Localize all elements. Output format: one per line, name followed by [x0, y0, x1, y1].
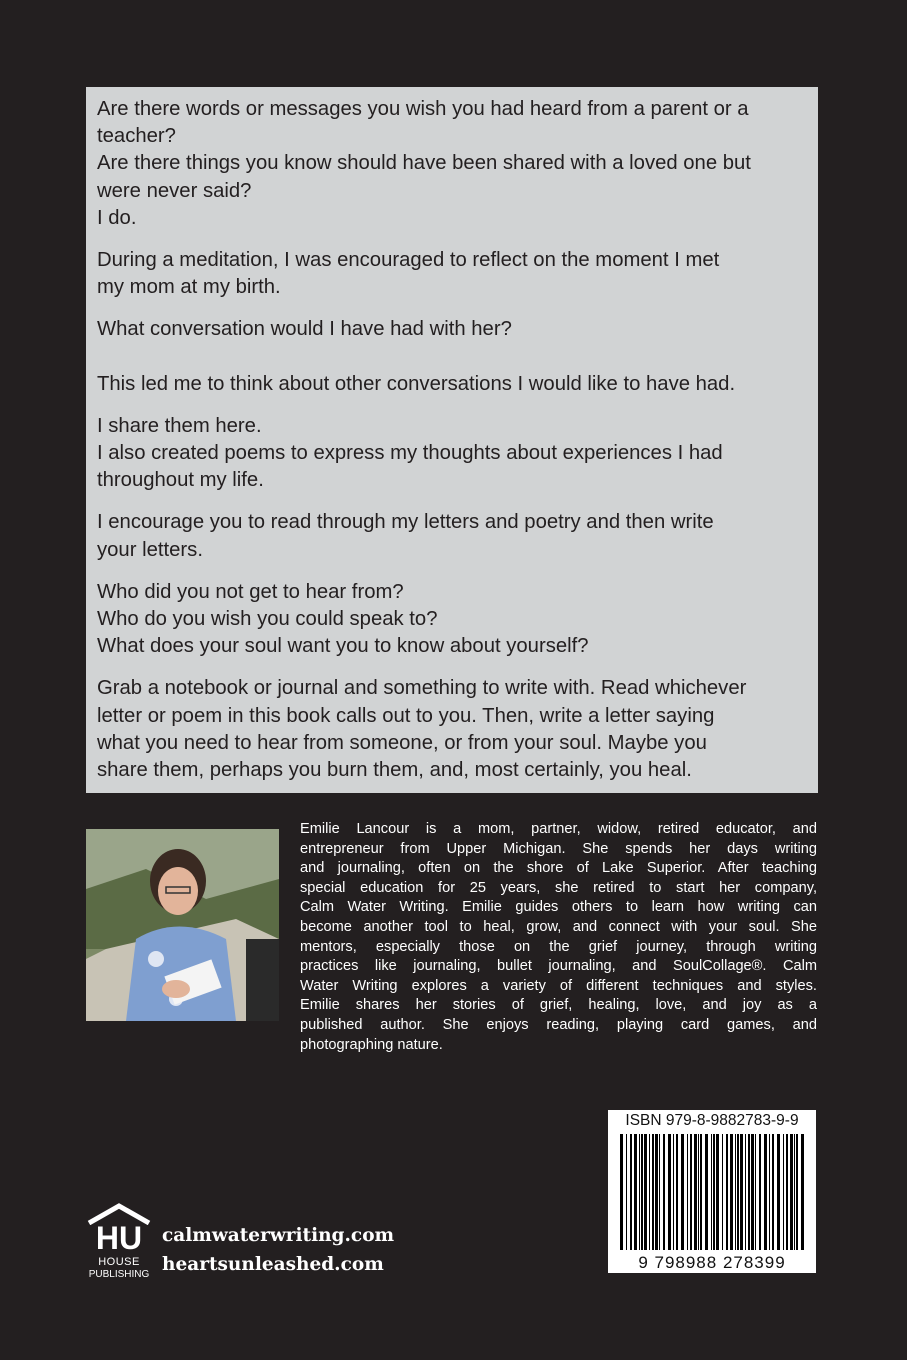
bio-line: Emilie Lancour is a mom, partner, widow, retired educator, and [300, 821, 817, 837]
barcode-bar [764, 1134, 767, 1250]
blurb-paragraph [97, 96, 807, 232]
blurb-line: During a meditation, I was encouraged to reflect on the moment I met [97, 249, 720, 272]
barcode-bar [737, 1134, 739, 1250]
barcode-bar [694, 1134, 697, 1250]
barcode-bar [735, 1134, 736, 1250]
bio-line: practices like journaling, bullet journaling, and SoulCollage®. Calm [300, 958, 817, 975]
barcode-bar [772, 1134, 774, 1250]
barcode-bar [641, 1134, 643, 1250]
publisher-logo [84, 1203, 154, 1287]
barcode-bar [620, 1134, 623, 1250]
bio-line: Water Writing explores a variety of different techniques and styles. [300, 977, 817, 994]
barcode-bar [652, 1134, 654, 1250]
blurb-line: Grab a notebook or journal and something to write with. Read whichever [97, 677, 747, 700]
blurb-paragraph [97, 413, 807, 495]
barcode-bar [759, 1134, 761, 1250]
barcode-bar [676, 1134, 678, 1250]
blurb-line: letter or poem in this book calls out to you. Then, write a letter saying [97, 704, 715, 727]
barcode-bar [655, 1134, 658, 1250]
blurb-line: Are there things you know should have been shared with a loved one but [97, 152, 751, 175]
barcode-bar [740, 1134, 743, 1250]
barcode-bar [745, 1134, 746, 1250]
barcode-bar [630, 1134, 632, 1250]
blurb-line: This led me to think about other conversations I would like to have had. [97, 372, 736, 395]
barcode-bar [751, 1134, 754, 1250]
author-bio [300, 820, 817, 1055]
isbn-barcode [608, 1110, 816, 1273]
blurb-line: What conversation would I have had with her? [97, 318, 512, 341]
bio-line: published author. She enjoys reading, playing card games, and [300, 1016, 817, 1033]
barcode-bar [801, 1134, 804, 1250]
barcode-bar [711, 1134, 712, 1250]
barcode-bar [668, 1134, 671, 1250]
blurb-line: share them, perhaps you burn them, and, most certainly, you heal. [97, 759, 692, 782]
blurb-paragraph [97, 675, 807, 784]
logo-line-house: HOUSE [98, 1256, 140, 1268]
barcode-bar [716, 1134, 719, 1250]
bio-line: Emilie shares her stories of grief, healing, love, and joy as a [300, 997, 817, 1014]
barcode-bar [730, 1134, 733, 1250]
barcode-bar [681, 1134, 684, 1250]
website-link-calmwaterwriting[interactable]: calmwaterwriting.com [162, 1225, 395, 1246]
barcode-bar [698, 1134, 699, 1250]
bio-line: Calm Water Writing. Emilie guides others to learn how writing can [300, 899, 817, 916]
barcode-bar [726, 1134, 728, 1250]
blurb-line: teacher? [97, 125, 176, 148]
barcode-bar [639, 1134, 640, 1250]
bio-line: special education for 25 years, she retired to start her company, [300, 879, 817, 896]
blurb-line: Who did you not get to hear from? [97, 580, 404, 603]
barcode-bar [769, 1134, 770, 1250]
barcode-bar [790, 1134, 793, 1250]
barcode-bar [713, 1134, 715, 1250]
barcode-bar [663, 1134, 665, 1250]
blurb-paragraph [97, 509, 807, 563]
blurb-line: your letters. [97, 538, 203, 561]
blurb-line: Who do you wish you could speak to? [97, 608, 438, 631]
blurb-line: I share them here. [97, 414, 262, 437]
barcode-bar [700, 1134, 702, 1250]
barcode-bar [687, 1134, 688, 1250]
bio-line: photographing nature. [300, 1036, 443, 1053]
blurb-paragraph [97, 371, 807, 398]
barcode-bar [748, 1134, 750, 1250]
barcode-icon [620, 1134, 804, 1250]
bio-line: entrepreneur from Upper Michigan. She spends her days writing [300, 840, 817, 857]
author-photo [86, 829, 279, 1021]
blurb-line: I also created poems to express my thoughts about experiences I had [97, 442, 723, 465]
barcode-bar [634, 1134, 637, 1250]
barcode-bar [673, 1134, 674, 1250]
barcode-bar [690, 1134, 692, 1250]
blurb-line: throughout my life. [97, 469, 264, 492]
logo-mark: HU [95, 1220, 143, 1256]
blurb-line: my mom at my birth. [97, 276, 281, 299]
barcode-bar [626, 1134, 627, 1250]
blurb-line: were never said? [97, 179, 252, 202]
blurb-line: Are there words or messages you wish you had heard from a parent or a [97, 98, 749, 120]
blurb-paragraph [97, 247, 807, 301]
bio-line: mentors, especially those on the grief journey, through writing [300, 938, 817, 955]
bio-line: become another tool to heal, grow, and connect with your soul. She [300, 918, 817, 935]
barcode-bar [722, 1134, 723, 1250]
website-link-heartsunleashed[interactable]: heartsunleashed.com [162, 1254, 384, 1275]
barcode-bar [796, 1134, 798, 1250]
barcode-bar [659, 1134, 660, 1250]
logo-line-publishing: PUBLISHING [88, 1269, 150, 1280]
back-cover-blurb [86, 87, 818, 793]
barcode-bar [644, 1134, 647, 1250]
blurb-line: what you need to hear from someone, or from your soul. Maybe you [97, 731, 707, 754]
blurb-paragraph [97, 579, 807, 661]
blurb-line: I encourage you to read through my letters and poetry and then write [97, 511, 714, 534]
blurb-paragraph [97, 316, 807, 343]
barcode-bar [786, 1134, 788, 1250]
bio-line: and journaling, often on the shore of Lake Superior. After teaching [300, 860, 817, 877]
barcode-bar [777, 1134, 780, 1250]
barcode-bar [755, 1134, 756, 1250]
blurb-line: What does your soul want you to know about yourself? [97, 635, 589, 658]
barcode-bar [794, 1134, 795, 1250]
blurb-line: I do. [97, 206, 137, 229]
isbn-label: ISBN 979-8-9882783-9-9 [625, 1112, 799, 1129]
isbn-digits: 9 798988 278399 [608, 1253, 816, 1273]
barcode-bar [705, 1134, 708, 1250]
barcode-bar [649, 1134, 650, 1250]
barcode-bar [783, 1134, 784, 1250]
